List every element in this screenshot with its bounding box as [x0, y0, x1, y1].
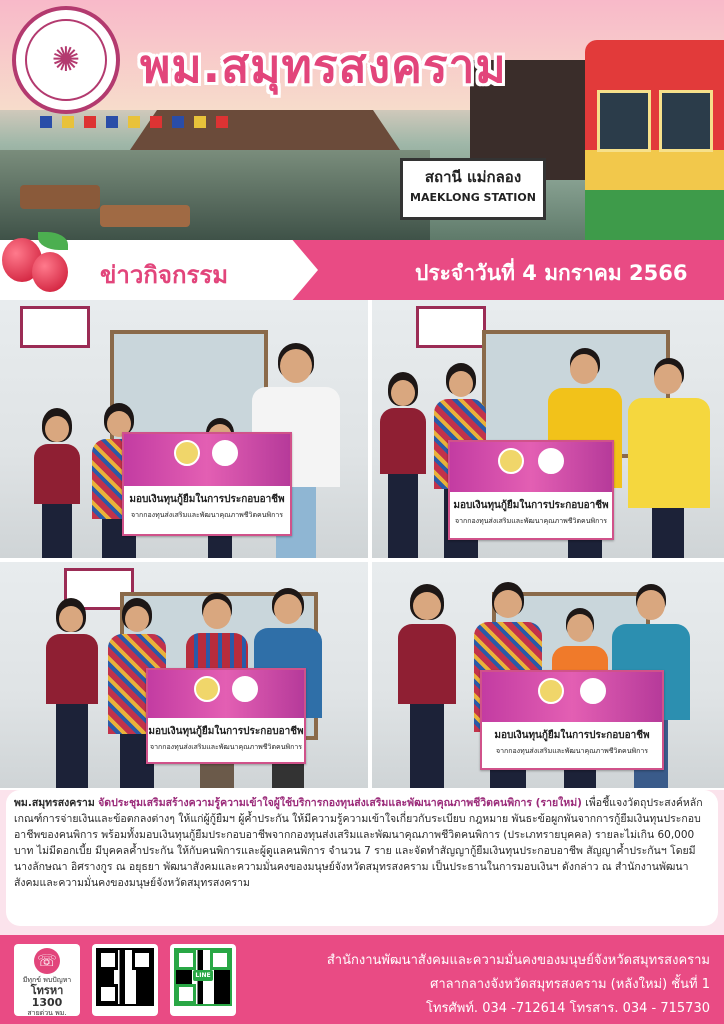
activity-photo	[372, 562, 724, 788]
section-label: ข่าวกิจกรรม	[100, 261, 229, 289]
station-sign	[400, 158, 546, 220]
activity-photo	[0, 300, 368, 558]
description-highlight: จัดประชุมเสริมสร้างความรู้ความเข้าใจผู้ใช้บริการกองทุนส่งเสริมและพัฒนาคุณภาพชีวิตคนพิการ (รายใหม่)	[98, 797, 582, 809]
person	[32, 408, 82, 558]
activity-photo	[372, 300, 724, 558]
activity-date: ประจำวันที่ 4 มกราคม 2566	[415, 261, 688, 285]
description-body: เพื่อชี้แจงวัตถุประสงค์หลักเกณฑ์การจ่ายเงินและข้อตกลงต่างๆ ให้แก่ผู้กู้ยืมฯ ผู้ค้ำประกัน ให้มีความรู้ความเข้าใจเกี่ยวกับระเบียบ กฎหมาย พันธะข้อผูกพันจากการกู้ยืมเงินทุนประกอบอาชีพของคนพิการ พร้อมทั้งมอบเงินทุนกู้ยืมประกอบอาชีพจากกองทุนส่งเสริมและพัฒนาคุณภาพชีวิตคนพิการ (ประเภทรายบุคคล) รายละไม่เกิน 60,000 บาท ไม่มีดอกเบี้ย มีบุคคลค้ำประกัน ให้กับคนพิการและผู้ดูแลคนพิการ จำนวน 7 ราย และจัดทำสัญญากู้ยืมเงินทุนประกอบอาชีพ สัญญาค้ำประกันฯ โดยมีนางลักษณา อิศรางกูร ณ อยุธยา พัฒนาสังคมและความมั่นคงของมนุษย์จังหวัดสมุทรสงคราม เป็นประธานในการมอบเงินฯ ดังกล่าว ณ สำนักงานพัฒนาสังคมและความมั่นคงของมนุษย์จังหวัดสมุทรสงคราม	[14, 797, 703, 889]
office-phone: โทรศัพท์. 034 -712614 โทรสาร. 034 - 715730	[426, 1001, 710, 1016]
donation-board	[146, 668, 306, 764]
page-title: พม.สมุทรสงคราม	[140, 39, 507, 93]
hotline-line3: สายด่วน พม.	[27, 1009, 67, 1017]
board-subtitle: จากกองทุนส่งเสริมและพัฒนาคุณภาพชีวิตคนพิการ	[454, 517, 608, 525]
ministry-seal-logo: ✺	[12, 6, 120, 114]
board-subtitle: จากกองทุนส่งเสริมและพัฒนาคุณภาพชีวิตคนพิการ	[495, 747, 649, 755]
hotline-1300-badge	[14, 944, 80, 1016]
hotline-line2: โทรหา 1300	[30, 984, 64, 1009]
train-window	[659, 90, 713, 152]
flag-bunting	[40, 116, 360, 128]
board-title: มอบเงินทุนกู้ยืมในการประกอบอาชีพ	[148, 726, 304, 737]
station-sign-thai: สถานี แม่กลอง	[424, 168, 522, 186]
line-label: LINE	[193, 970, 213, 981]
phone-icon: ☏	[34, 948, 60, 974]
train	[585, 40, 724, 240]
office-name: สำนักงานพัฒนาสังคมและความมั่นคงของมนุษย์จังหวัดสมุทรสงคราม	[326, 953, 710, 968]
board-subtitle: จากกองทุนส่งเสริมและพัฒนาคุณภาพชีวิตคนพิการ	[130, 511, 284, 519]
person	[624, 358, 714, 558]
boat	[100, 205, 190, 227]
hotline-line1: มีทุกข์ พบปัญหา	[22, 976, 72, 984]
station-sign-english: MAEKLONG STATION	[410, 191, 536, 204]
activity-photo	[0, 562, 368, 788]
office-address: ศาลากลางจังหวัดสมุทรสงคราม (หลังใหม่) ชั้นที่ 1	[430, 977, 710, 992]
wall-sign	[416, 306, 486, 348]
person	[394, 584, 460, 788]
description-lead: พม.สมุทรสงคราม	[14, 797, 95, 809]
strawberry-icon	[32, 252, 68, 292]
donation-board	[480, 670, 664, 770]
board-title: มอบเงินทุนกู้ยืมในการประกอบอาชีพ	[453, 500, 609, 511]
train-window	[597, 90, 651, 152]
board-title: มอบเงินทุนกู้ยืมในการประกอบอาชีพ	[129, 494, 285, 505]
qr-code[interactable]	[92, 944, 158, 1016]
line-qr-code[interactable]	[170, 944, 236, 1016]
wall-sign	[20, 306, 90, 348]
board-subtitle: จากกองทุนส่งเสริมและพัฒนาคุณภาพชีวิตคนพิการ	[149, 743, 303, 751]
person	[378, 372, 428, 558]
person	[44, 598, 100, 788]
donation-board	[448, 440, 614, 540]
donation-board	[122, 432, 292, 536]
boat	[20, 185, 100, 209]
activity-description	[14, 795, 710, 921]
board-title: มอบเงินทุนกู้ยืมในการประกอบอาชีพ	[494, 730, 650, 741]
